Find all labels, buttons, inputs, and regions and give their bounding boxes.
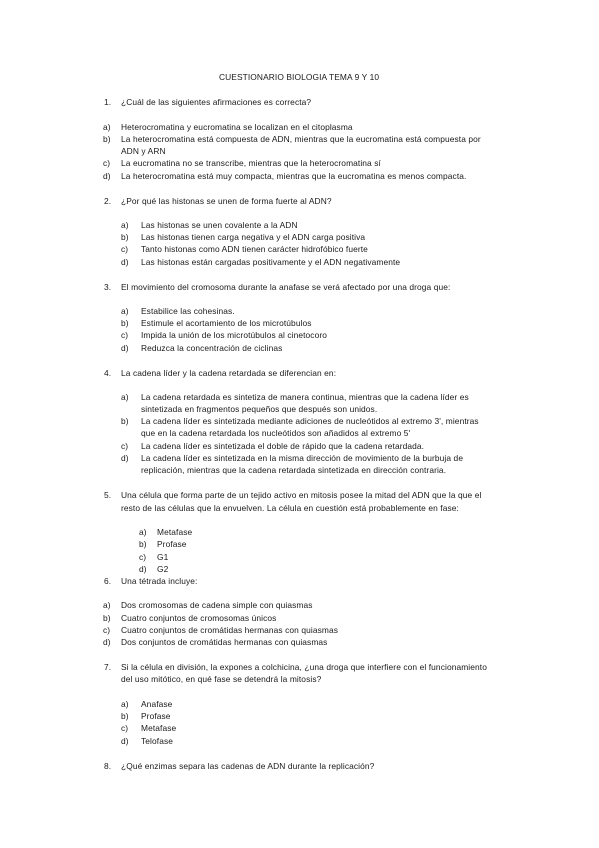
- option-letter: b): [121, 232, 129, 242]
- option-text: Dos cromosomas de cadena simple con quiasmas: [121, 600, 313, 610]
- option-text: G2: [157, 564, 169, 574]
- option-letter: c): [121, 244, 129, 254]
- question-number: 5.: [104, 490, 112, 500]
- option-letter: c): [121, 723, 129, 733]
- option-letter: b): [121, 416, 129, 426]
- option-letter: c): [103, 625, 111, 635]
- option-text: La cadena retardada es sintetiza de manera continua, mientras que la cadena líder es: [141, 392, 469, 402]
- option-text: Profase: [157, 539, 187, 549]
- question-number: 6.: [104, 576, 112, 586]
- option-letter: a): [121, 699, 129, 709]
- option-letter: d): [121, 453, 129, 463]
- option-letter: b): [103, 134, 111, 144]
- option-text: Anafase: [141, 699, 173, 709]
- option-text: La eucromatina no se transcribe, mientras que la heterocromatina sí: [121, 158, 381, 168]
- option-letter: c): [121, 441, 129, 451]
- option-text: Estabilice las cohesinas.: [141, 306, 235, 316]
- option-letter: a): [103, 122, 111, 132]
- question-number: 8.: [104, 761, 112, 771]
- option-text: Cuatro conjuntos de cromátidas hermanas con quiasmas: [121, 625, 339, 635]
- option-text: Telofase: [141, 736, 173, 746]
- option-text: que en la cadena retardada los nucleótidos son añadidos al extremo 5': [141, 428, 411, 438]
- question-text: ¿Qué enzimas separa las cadenas de ADN durante la replicación?: [121, 761, 375, 771]
- option-text: La cadena líder es sintetizada en la misma dirección de movimiento de la burbuja de: [141, 453, 464, 463]
- option-letter: b): [121, 711, 129, 721]
- option-text: replicación, mientras que la cadena retardada sintetizada en dirección contraria.: [141, 465, 447, 475]
- option-text: Reduzca la concentración de ciclinas: [141, 343, 283, 353]
- question-text: Una tétrada incluye:: [121, 576, 198, 586]
- option-text: Metafase: [141, 723, 177, 733]
- question-number: 4.: [104, 368, 112, 378]
- option-letter: d): [121, 343, 129, 353]
- option-letter: d): [121, 257, 129, 267]
- question-text: resto de las células que la envuelven. La célula en cuestión está probablemente en fase:: [121, 503, 459, 513]
- question-text: El movimiento del cromosoma durante la anafase se verá afectado por una droga que:: [121, 282, 451, 292]
- option-letter: a): [139, 527, 147, 537]
- option-text: Heterocromatina y eucromatina se localizan en el citoplasma: [121, 122, 353, 132]
- question-text: Si la célula en división, la expones a colchicina, ¿una droga que interfiere con el funcionamiento: [121, 662, 487, 672]
- option-letter: c): [121, 330, 129, 340]
- question-number: 7.: [104, 662, 112, 672]
- option-text: G1: [157, 552, 169, 562]
- option-text: La cadena líder es sintetizada mediante adiciones de nucleótidos al extremo 3', mientras: [141, 416, 479, 426]
- option-text: ADN y ARN: [121, 146, 166, 156]
- option-text: Las histonas tienen carga negativa y el ADN carga positiva: [141, 232, 366, 242]
- option-text: Estimule el acortamiento de los microtúbulos: [141, 318, 312, 328]
- question-text: ¿Cuál de las siguientes afirmaciones es correcta?: [121, 97, 312, 107]
- option-letter: d): [103, 171, 111, 181]
- option-letter: c): [139, 552, 147, 562]
- option-letter: b): [121, 318, 129, 328]
- question-number: 1.: [104, 97, 112, 107]
- document-title: CUESTIONARIO BIOLOGIA TEMA 9 Y 10: [219, 72, 380, 82]
- option-text: La heterocromatina está compuesta de ADN, mientras que la eucromatina está compuesta por: [121, 134, 481, 144]
- question-text: Una célula que forma parte de un tejido activo en mitosis posee la mitad del ADN que la que el: [121, 490, 482, 500]
- option-letter: d): [139, 564, 147, 574]
- question-text: ¿Por qué las histonas se unen de forma fuerte al ADN?: [121, 196, 332, 206]
- option-letter: a): [121, 306, 129, 316]
- option-letter: a): [121, 220, 129, 230]
- option-text: La heterocromatina está muy compacta, mientras que la eucromatina es menos compacta.: [121, 171, 467, 181]
- option-text: Impida la unión de los microtúbulos al cinetocoro: [141, 330, 327, 340]
- option-text: sintetizada en fragmentos pequeños que después son unidos.: [141, 404, 378, 414]
- option-letter: d): [121, 736, 129, 746]
- option-letter: d): [103, 637, 111, 647]
- option-text: Las histonas están cargadas positivamente y el ADN negativamente: [141, 257, 401, 267]
- question-number: 2.: [104, 196, 112, 206]
- option-text: Cuatro conjuntos de cromosomas únicos: [121, 613, 277, 623]
- option-text: Tanto histonas como ADN tienen carácter hidrofóbico fuerte: [141, 244, 368, 254]
- question-text: del uso mitótico, en qué fase se detendrá la mitosis?: [121, 674, 322, 684]
- question-number: 3.: [104, 282, 112, 292]
- option-letter: a): [121, 392, 129, 402]
- option-text: Metafase: [157, 527, 193, 537]
- question-text: La cadena líder y la cadena retardada se diferencian en:: [121, 368, 337, 378]
- option-letter: b): [139, 539, 147, 549]
- option-text: Las histonas se unen covalente a la ADN: [141, 220, 298, 230]
- option-letter: c): [103, 158, 111, 168]
- option-letter: b): [103, 613, 111, 623]
- option-text: La cadena líder es sintetizada el doble de rápido que la cadena retardada.: [141, 441, 425, 451]
- option-text: Dos conjuntos de cromátidas hermanas con quiasmas: [121, 637, 328, 647]
- option-letter: a): [103, 600, 111, 610]
- option-text: Profase: [141, 711, 171, 721]
